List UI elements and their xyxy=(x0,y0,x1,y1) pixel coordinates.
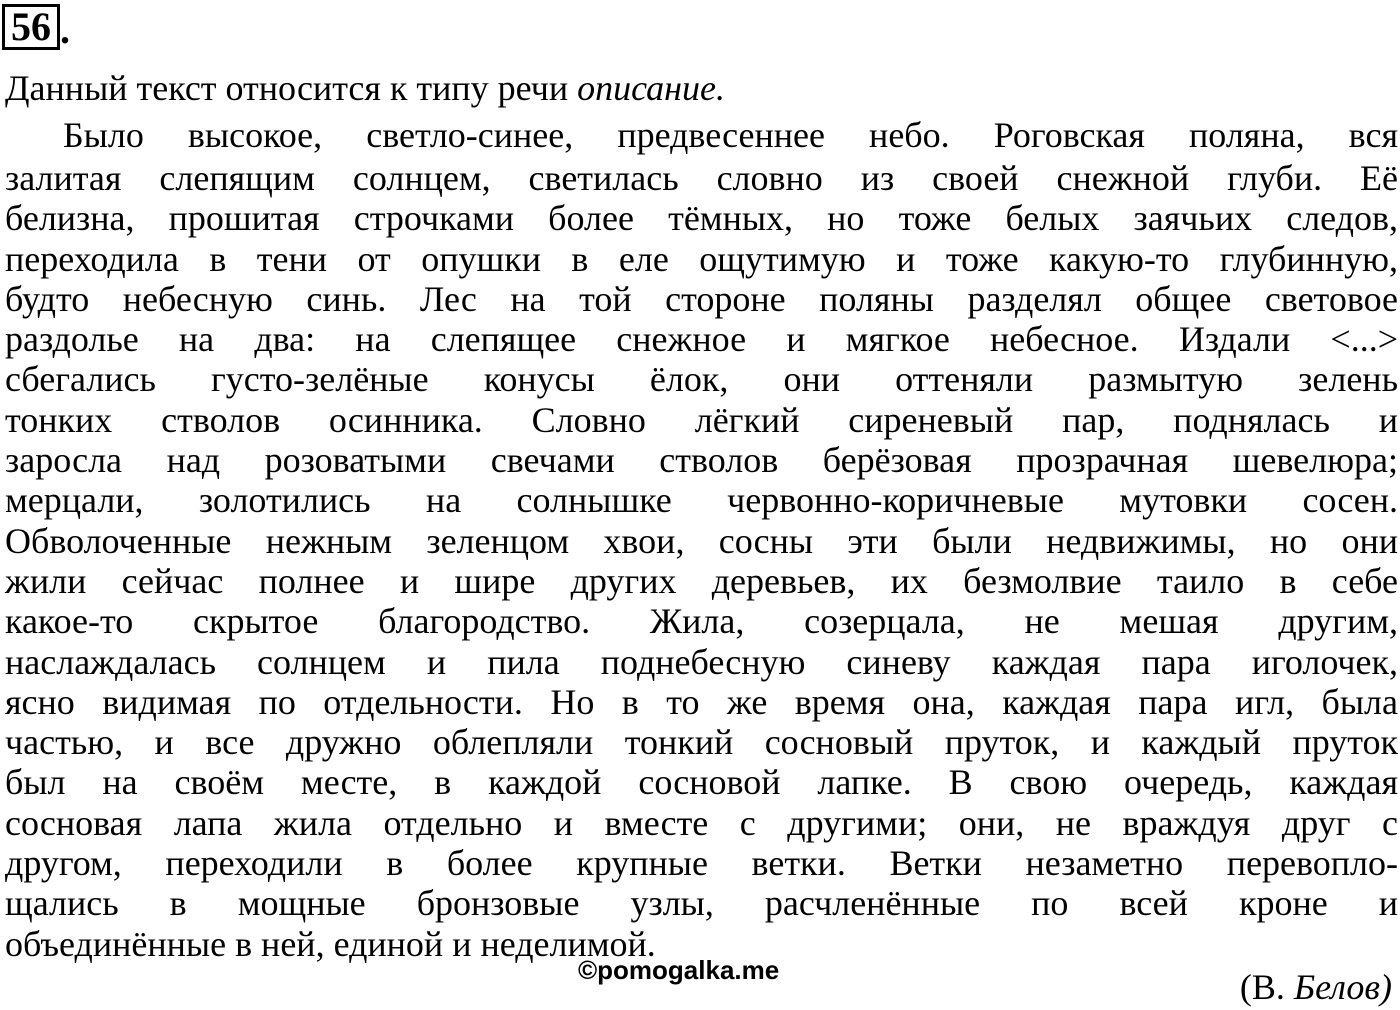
text-line: другом, переходили в более крупные ветки. Ветки незаметно перевопло- xyxy=(5,843,1398,884)
author-open: (В. xyxy=(1239,967,1294,1007)
text-line: щались в мощные бронзовые узлы, расчленённые по всей кроне и xyxy=(5,883,1398,924)
main-text xyxy=(5,112,1398,964)
text-line: заросла над розоватыми свечами стволов берёзовая прозрачная шевелюра; xyxy=(5,440,1398,481)
author-attribution xyxy=(1240,966,1392,1008)
text-line: наслаждалась солнцем и пила поднебесную синеву каждая пара иголочек, xyxy=(5,641,1398,682)
exercise-number-dot: . xyxy=(60,7,70,52)
intro-text: Данный текст относится к типу речи xyxy=(5,68,578,108)
text-line: был на своём месте, в каждой сосновой лапке. В свою очередь, каждая xyxy=(5,762,1398,803)
text-line: Было высокое, светло-синее, предвесеннее небо. Роговская поляна, вся xyxy=(63,115,1398,155)
text-line: переходила в тени от опушки в еле ощутимую и тоже какую-то глубинную, xyxy=(5,238,1398,279)
text-line: жили сейчас полнее и шире других деревьев, их безмолвие таило в себе xyxy=(5,560,1398,601)
author-name: Белов) xyxy=(1293,967,1392,1007)
text-line: частью, и все дружно облепляли тонкий сосновый пруток, и каждый пруток xyxy=(5,722,1398,763)
text-line: ясно видимая по отдельности. Но в то же время она, каждая пара игл, была xyxy=(5,681,1398,722)
intro-emphasis: описание. xyxy=(577,68,726,108)
watermark: ©pomogalka.me xyxy=(578,955,780,985)
text-line: тонких стволов осинника. Словно лёгкий сиреневый пар, поднялась и xyxy=(5,399,1398,440)
exercise-number-box: 56 xyxy=(2,4,60,50)
intro-sentence xyxy=(5,68,725,108)
text-line: Обволоченные нежным зеленцом хвои, сосны эти были недвижимы, но они xyxy=(5,520,1398,561)
text-line: белизна, прошитая строчками более тёмных, но тоже белых заячьих следов, xyxy=(5,198,1398,239)
text-line: какое-то скрытое благородство. Жила, созерцала, не мешая другим, xyxy=(5,601,1398,642)
exercise-number xyxy=(2,6,70,50)
text-line: сосновая лапа жила отдельно и вместе с другими; они, не враждуя друг с xyxy=(5,802,1398,843)
text-line: залитая слепящим солнцем, светилась словно из своей снежной глуби. Её xyxy=(5,158,1398,198)
text-line: будто небесную синь. Лес на той стороне поляны разделял общее световое xyxy=(5,278,1398,319)
text-line: объединённые в ней, единой и неделимой. xyxy=(5,923,656,964)
text-line: раздолье на два: на слепящее снежное и мягкое небесное. Издали <...> xyxy=(5,319,1398,360)
text-line: мерцали, золотились на солнышке червонно-коричневые мутовки сосен. xyxy=(5,480,1398,521)
text-line: сбегались густо-зелёные конусы ёлок, они оттеняли размытую зелень xyxy=(5,359,1398,400)
